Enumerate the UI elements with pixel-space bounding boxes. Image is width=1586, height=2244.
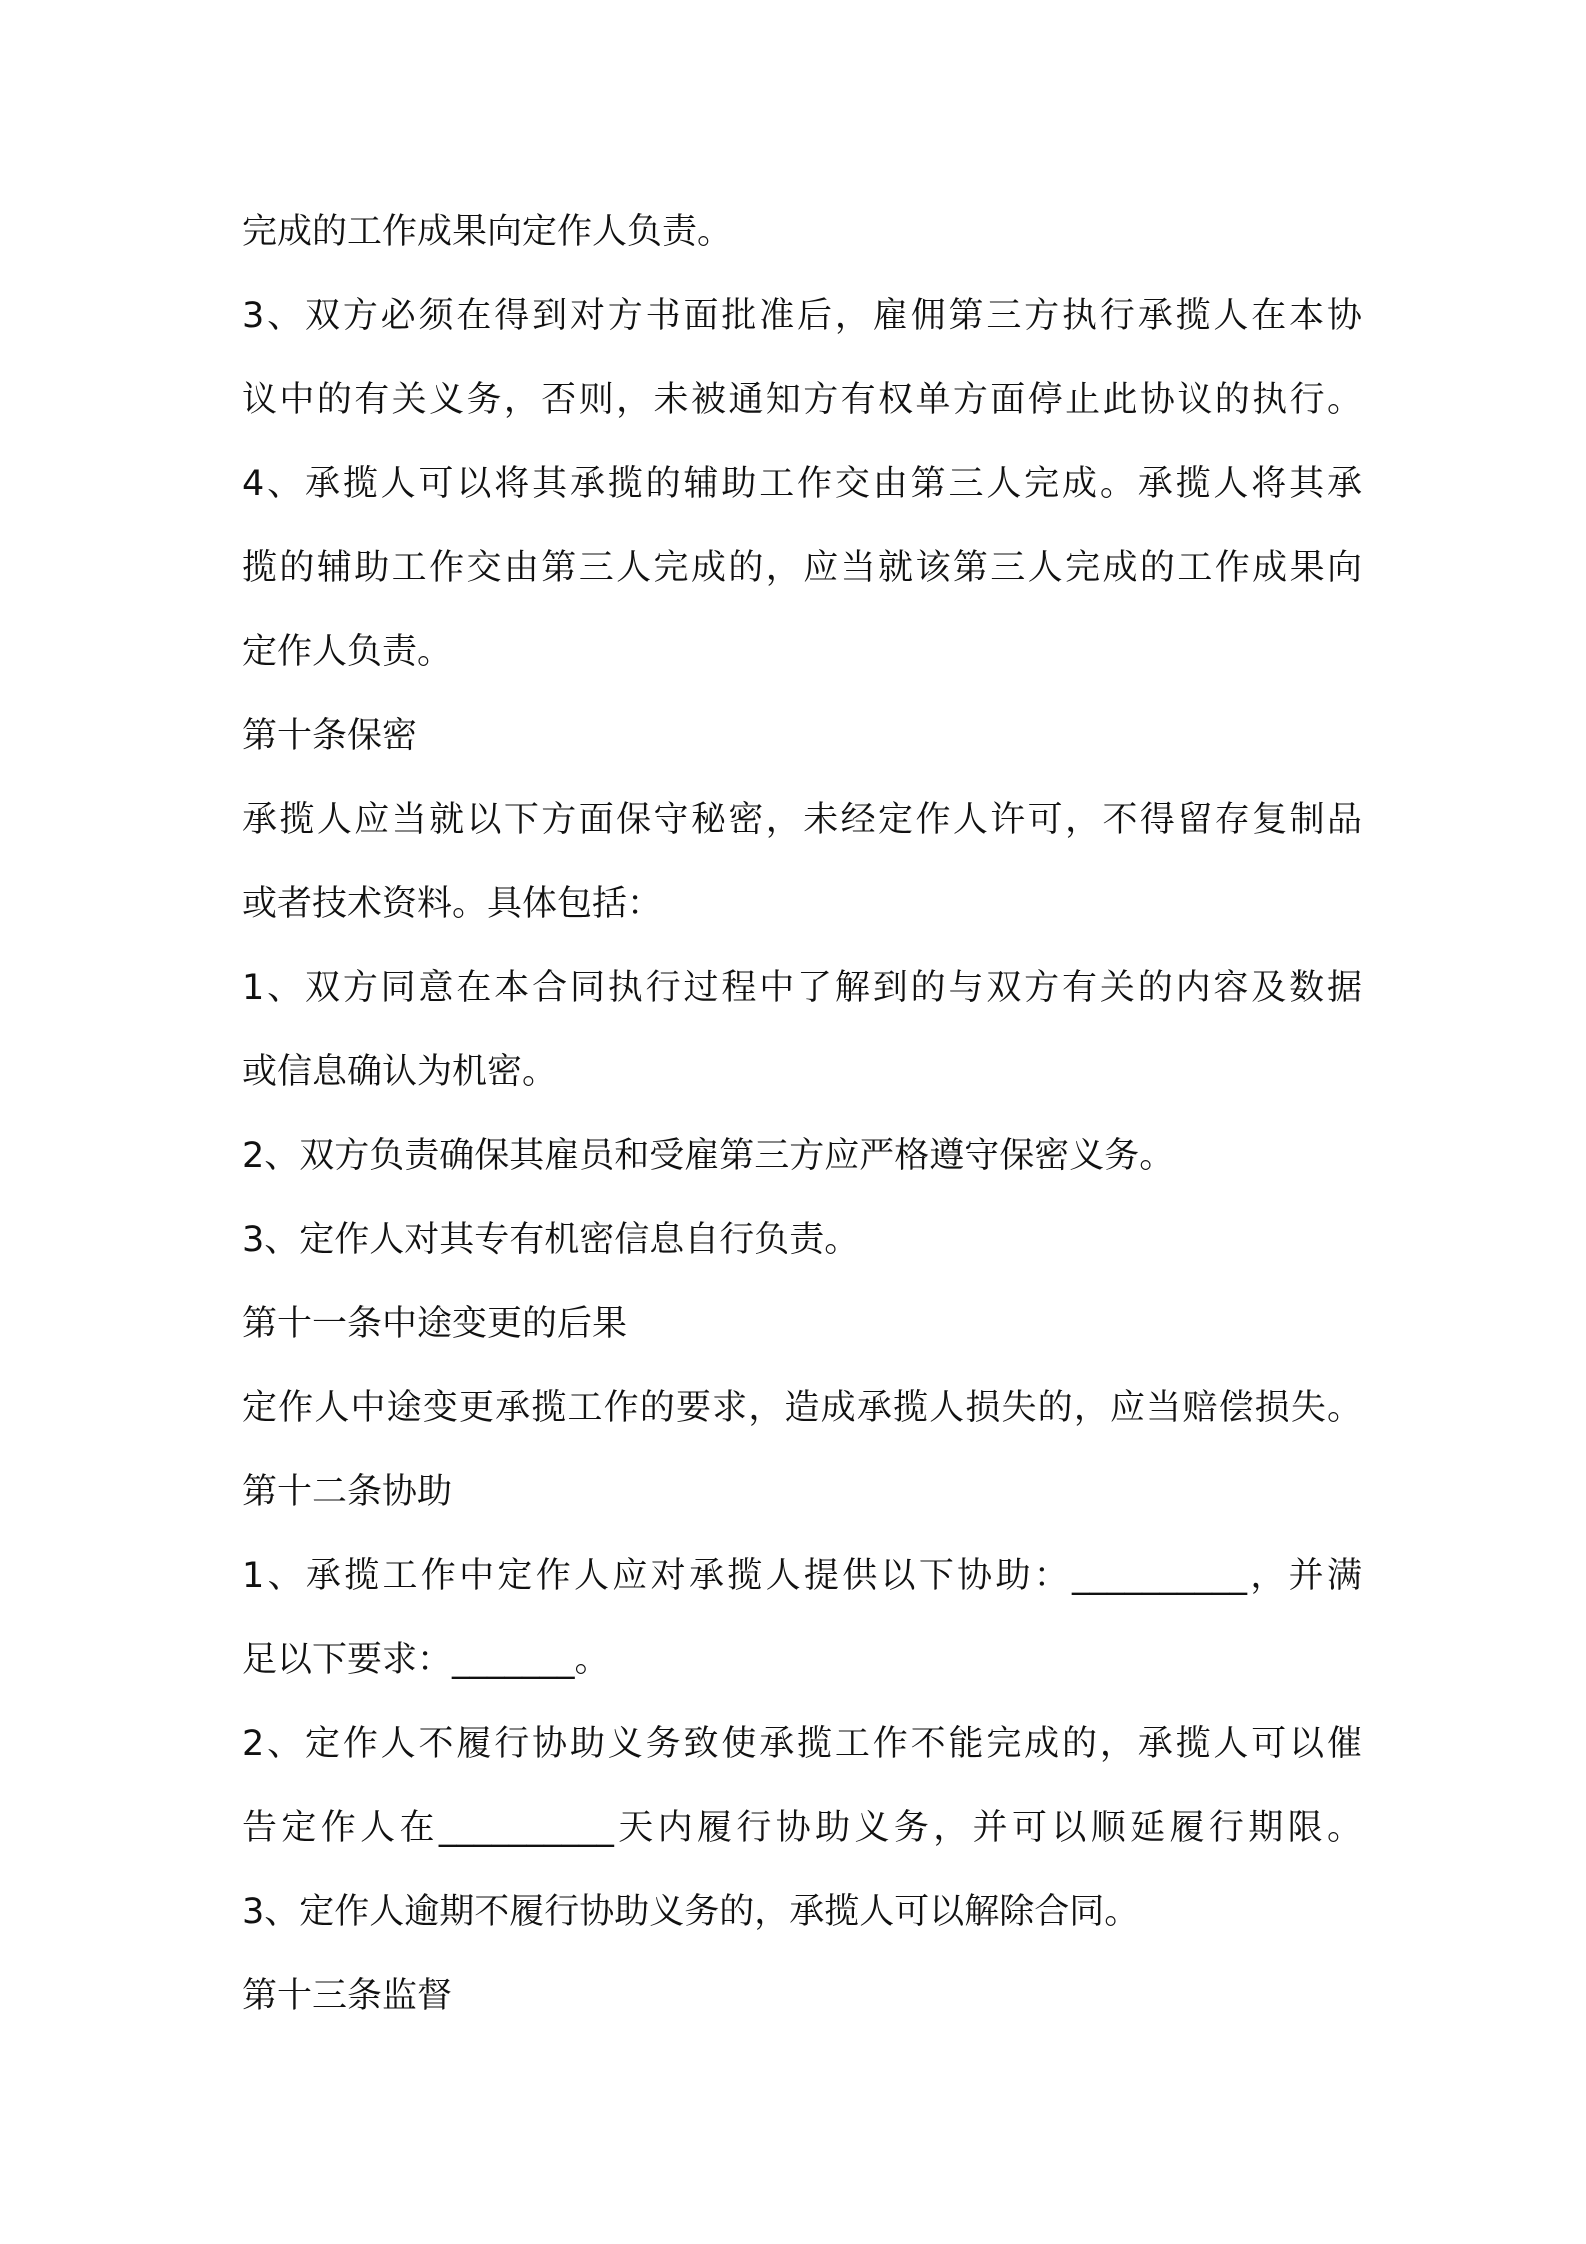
section-heading: 第十二条协助 bbox=[242, 1472, 453, 1512]
paragraph-line: 承揽人应当就以下方面保守秘密，未经定作人许可，不得留存复制品 bbox=[242, 800, 1362, 840]
paragraph-line: 2、双方负责确保其雇员和受雇第三方应严格遵守保密义务。 bbox=[242, 1136, 1175, 1176]
paragraph-line: 4、承揽人可以将其承揽的辅助工作交由第三人完成。承揽人将其承 bbox=[242, 464, 1362, 504]
paragraph-line: 3、定作人逾期不履行协助义务的，承揽人可以解除合同。 bbox=[242, 1892, 1140, 1932]
paragraph-line: 议中的有关义务，否则，未被通知方有权单方面停止此协议的执行。 bbox=[242, 380, 1362, 420]
paragraph-line: 揽的辅助工作交由第三人完成的，应当就该第三人完成的工作成果向 bbox=[242, 548, 1362, 588]
document-body bbox=[242, 190, 1362, 2038]
paragraph-line: 3、双方必须在得到对方书面批准后，雇佣第三方执行承揽人在本协 bbox=[242, 296, 1362, 336]
paragraph-line: 1、承揽工作中定作人应对承揽人提供以下协助：__________，并满 bbox=[242, 1556, 1362, 1596]
paragraph-line: 2、定作人不履行协助义务致使承揽工作不能完成的，承揽人可以催 bbox=[242, 1724, 1362, 1764]
section-heading: 第十三条监督 bbox=[242, 1976, 453, 2016]
paragraph-line: 告定作人在__________天内履行协助义务，并可以顺延履行期限。 bbox=[242, 1808, 1362, 1848]
paragraph-line: 足以下要求：_______。 bbox=[242, 1640, 610, 1680]
paragraph-line: 定作人负责。 bbox=[242, 632, 453, 672]
paragraph-line: 完成的工作成果向定作人负责。 bbox=[242, 212, 733, 252]
paragraph-line: 或者技术资料。具体包括： bbox=[242, 884, 663, 924]
paragraph-line: 3、定作人对其专有机密信息自行负责。 bbox=[242, 1220, 860, 1260]
paragraph-line: 1、双方同意在本合同执行过程中了解到的与双方有关的内容及数据 bbox=[242, 968, 1362, 1008]
section-heading: 第十一条中途变更的后果 bbox=[242, 1304, 628, 1344]
paragraph-line: 定作人中途变更承揽工作的要求，造成承揽人损失的，应当赔偿损失。 bbox=[242, 1388, 1362, 1428]
section-heading: 第十条保密 bbox=[242, 716, 418, 756]
paragraph-line: 或信息确认为机密。 bbox=[242, 1052, 558, 1092]
